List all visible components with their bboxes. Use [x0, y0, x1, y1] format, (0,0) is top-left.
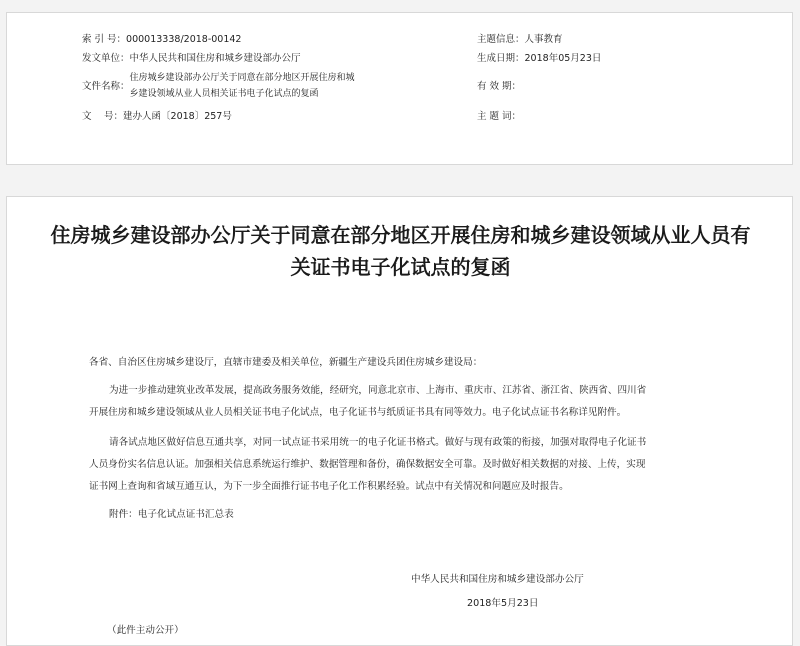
date-label: 生成日期：: [477, 53, 525, 64]
date-value: 2018年05月23日: [524, 53, 602, 64]
paragraph-2: [89, 432, 719, 498]
document-number-label: 文 号：: [82, 111, 124, 122]
paragraph-1-line-2: 开展住房和城乡建设领域从业人员相关证书电子化试点，电子化证书与纸质证书具有同等效力。电子化试点证书名称详见附件。: [89, 407, 627, 418]
attachment-line: 附件：电子化试点证书汇总表: [109, 509, 234, 520]
signer: 中华人民共和国住房和城乡建设部办公厅: [411, 574, 584, 585]
metadata-grid: [82, 33, 772, 123]
index-number-value: 000013338/2018-00142: [126, 34, 242, 45]
document-title-line-2: 关证书电子化试点的复函: [290, 255, 511, 279]
sign-date: 2018年5月23日: [467, 598, 539, 609]
salutation: 各省、自治区住房城乡建设厅，直辖市建委及相关单位，新疆生产建设兵团住房城乡建设局：: [89, 357, 483, 368]
paragraph-1-line-1: 为进一步推动建筑业改革发展，提高政务服务效能，经研究，同意北京市、上海市、重庆市、江苏省、浙江省、陕西省、四川省: [109, 385, 647, 396]
topic-value: 人事教育: [524, 34, 563, 45]
disclosure-note: （此件主动公开）: [107, 625, 184, 636]
paragraph-2-line-1: 请各试点地区做好信息互通共享，对同一试点证书采用统一的电子化证书格式。做好与现有政策的衔接，加强对取得电子化证书: [109, 437, 647, 448]
filename-value: [130, 70, 355, 102]
document-body-panel: [6, 196, 793, 646]
filename-line-1: 住房城乡建设部办公厅关于同意在部分地区开展住房和城: [129, 73, 355, 83]
paragraph-2-line-3: 证书网上查询和省域互通互认，为下一步全面推行证书电子化工作积累经验。试点中有关情况和问题应及时报告。: [89, 481, 569, 492]
document-title: [7, 219, 794, 283]
document-metadata-panel: [6, 12, 793, 165]
paragraph-1: [89, 380, 719, 424]
meta-row-issuer: [82, 52, 772, 65]
document-body: [89, 352, 719, 526]
meta-row-index: [82, 33, 772, 46]
meta-row-docno: [82, 110, 772, 123]
topic-label: 主题信息：: [477, 34, 525, 45]
issuer-label: 发文单位：: [82, 53, 130, 64]
keywords-label: 主 题 词：: [477, 111, 522, 122]
meta-row-filename: [82, 67, 772, 105]
index-number-label: 索 引 号：: [82, 34, 127, 45]
validity-label: 有 效 期：: [477, 80, 522, 92]
paragraph-2-line-2: 人员身份实名信息认证。加强相关信息系统运行维护、数据管理和备份，确保数据安全可靠。及时做好相关数据的对接、上传，实现: [89, 459, 646, 470]
document-title-line-1: 住房城乡建设部办公厅关于同意在部分地区开展住房和城乡建设领域从业人员有: [50, 223, 751, 247]
document-number-value: 建办人函〔2018〕257号: [123, 111, 232, 122]
filename-line-2: 乡建设领域从业人员相关证书电子化试点的复函: [129, 89, 319, 99]
filename-label: 文件名称：: [82, 80, 130, 92]
issuer-value: 中华人民共和国住房和城乡建设部办公厅: [129, 53, 301, 64]
